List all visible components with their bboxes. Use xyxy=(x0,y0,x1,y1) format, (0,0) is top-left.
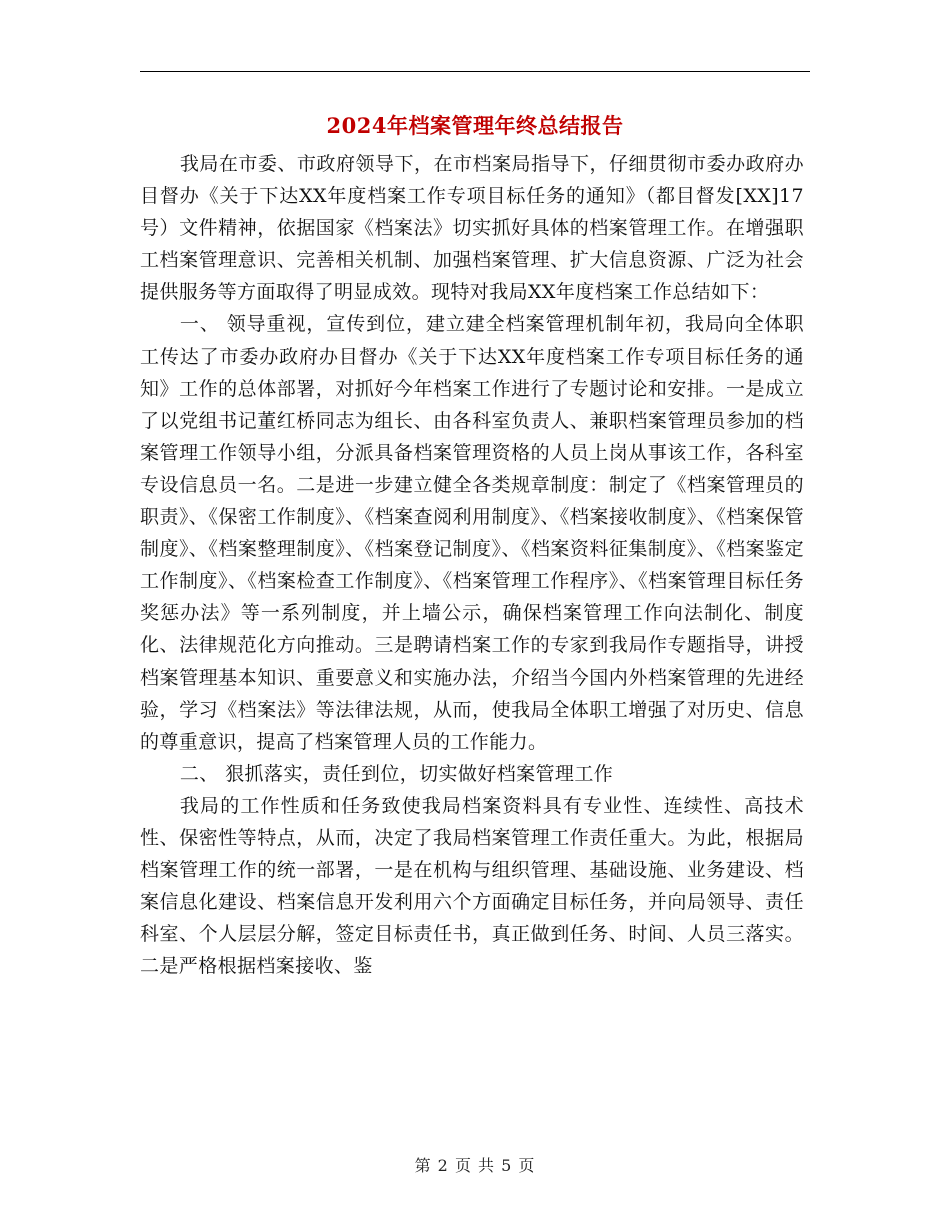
header-rule xyxy=(140,71,810,72)
document-title: 2024年档案管理年终总结报告 xyxy=(326,113,624,138)
page-number: 第 2 页 共 5 页 xyxy=(414,1156,536,1175)
paragraph-section-2: 我局的工作性质和任务致使我局档案资料具有专业性、连续性、高技术性、保密性等特点，从而，决定了我局档案管理工作责任重大。为此，根据局档案管理工作的统一部署，一是在机构与组织管理、基础设施、业务建设、档案信息化建设、档案信息开发利用六个方面确定目标任务，并向局领导、责任科室、个人层层分解，签定目标责任书，真正做到任务、时间、人员三落实。二是严格根据档案接收、鉴 xyxy=(140,794,804,978)
paragraph-section-1: 一、 领导重视，宣传到位，建立建全档案管理机制年初，我局向全体职工传达了市委办政府办目督办《关于下达XX年度档案工作专项目标任务的通知》工作的总体部署，对抓好今年档案工作进行了专题讨论和安排。一是成立了以党组书记董红桥同志为组长、由各科室负责人、兼职档案管理员参加的档案管理工作领导小组，分派具备档案管理资格的人员上岗从事该工作，各科室专设信息员一名。二是进一步建立健全各类规章制度：制定了《档案管理员的职责》、《保密工作制度》、《档案查阅利用制度》、《档案接收制度》、《档案保管制度》、《档案整理制度》、《档案登记制度》、《档案资料征集制度》、《档案鉴定工作制度》、《档案检查工作制度》、《档案管理工作程序》、《档案管理目标任务奖惩办法》等一系列制度，并上墙公示，确保档案管理工作向法制化、制度化、法律规范化方向推动。三是聘请档案工作的专家到我局作专题指导，讲授档案管理基本知识、重要意义和实施办法，介绍当今国内外档案管理的先进经验，学习《档案法》等法律法规，从而，使我局全体职工增强了对历史、信息的尊重意识，提高了档案管理人员的工作能力。 xyxy=(140,313,804,753)
document-body xyxy=(140,148,804,982)
paragraph-intro: 我局在市委、市政府领导下，在市档案局指导下，仔细贯彻市委办政府办目督办《关于下达XX年度档案工作专项目标任务的通知》（都目督发[XX]17号）文件精神，依据国家《档案法》切实抓好具体的档案管理工作。在增强职工档案管理意识、完善相关机制、加强档案管理、扩大信息资源、广泛为社会提供服务等方面取得了明显成效。现特对我局XX年度档案工作总结如下： xyxy=(140,153,804,304)
section-heading-2: 二、 狠抓落实，责任到位，切实做好档案管理工作 xyxy=(179,762,614,785)
